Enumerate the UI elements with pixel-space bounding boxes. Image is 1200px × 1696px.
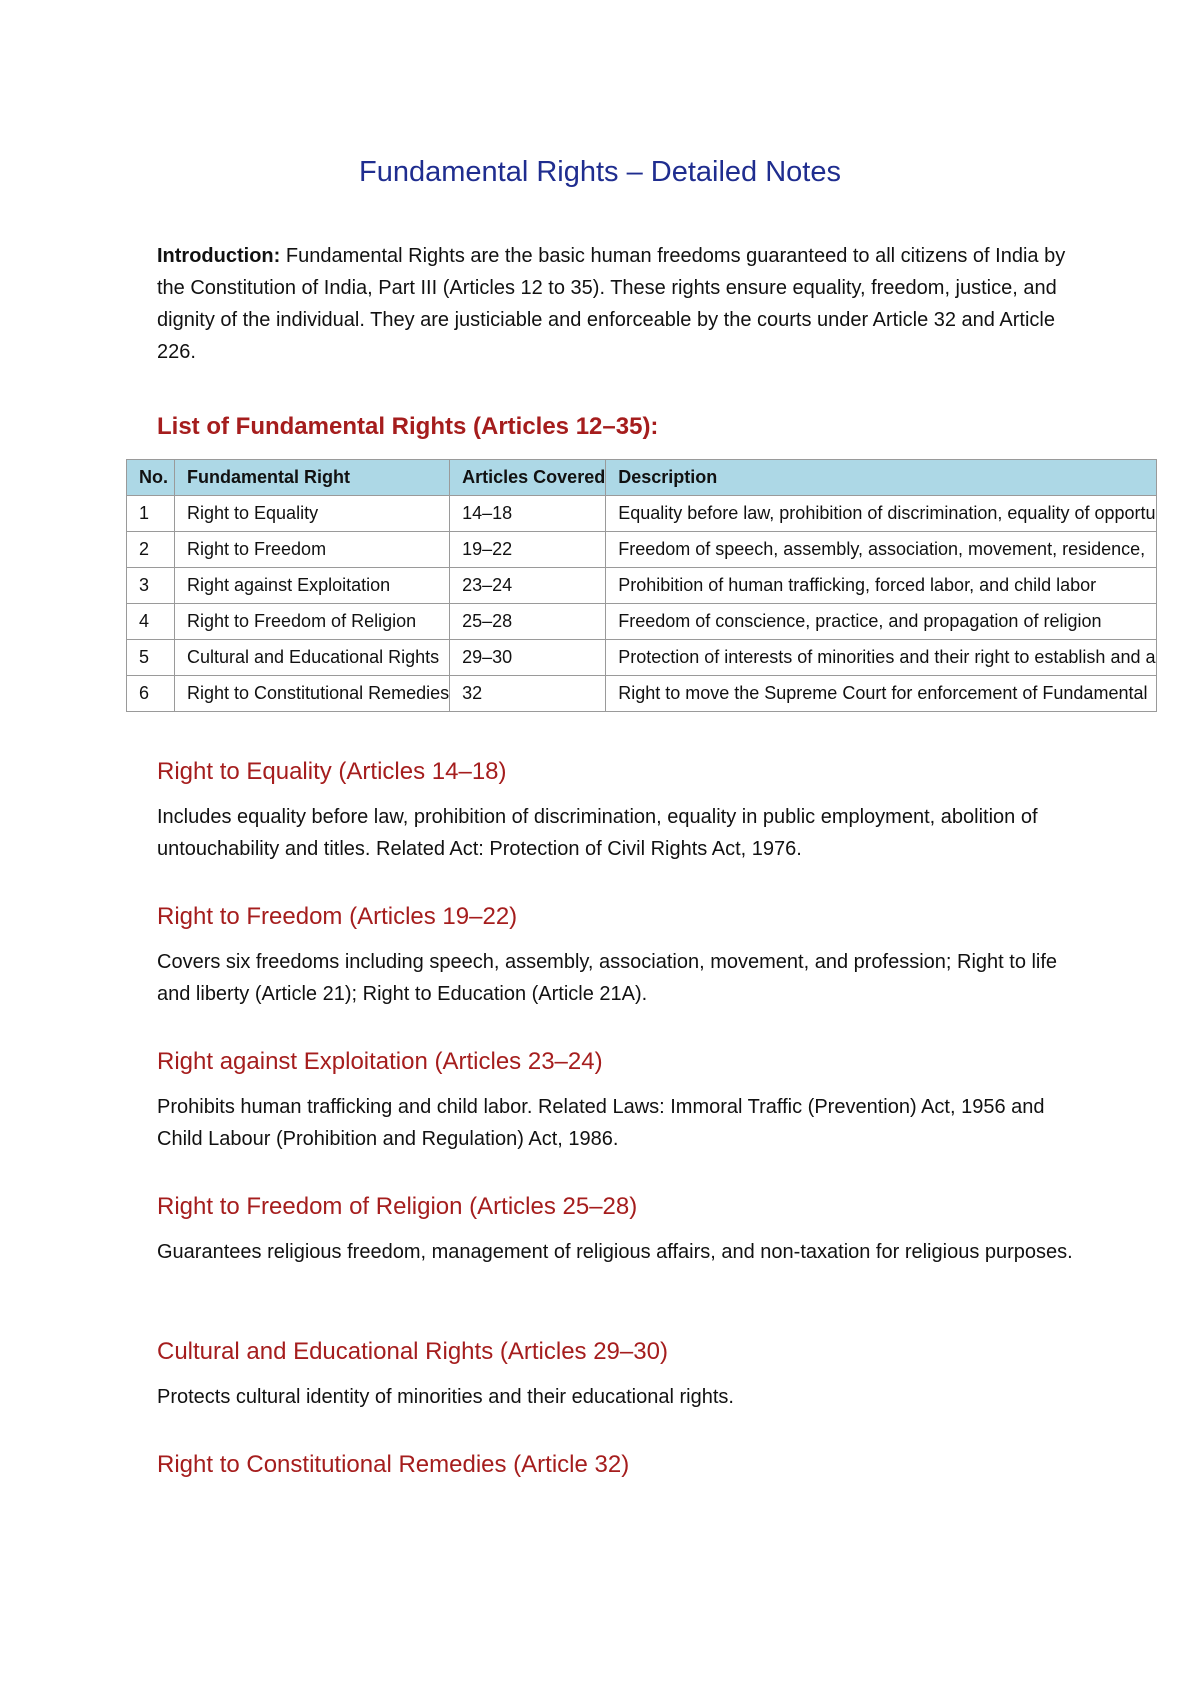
header-description: Description [606, 460, 1156, 496]
cell-articles: 23–24 [450, 568, 606, 604]
section-body: Protects cultural identity of minorities and their educational rights. [157, 1386, 734, 1408]
cell-no: 2 [127, 532, 175, 568]
cell-description: Prohibition of human trafficking, forced labor, and child labor [606, 568, 1156, 604]
intro-label: Introduction: [157, 245, 281, 267]
section-body: Prohibits human trafficking and child labor. Related Laws: Immoral Traffic (Prevention) Act, 1956 and Child Labour (Prohibition and Regulation) Act, 1986. [157, 1096, 1045, 1150]
section-body: Covers six freedoms including speech, assembly, association, movement, and profession; Right to life and liberty (Article 21); Right to Education (Article 21A). [157, 951, 1058, 1005]
cell-description: Protection of interests of minorities and their right to establish and a [606, 640, 1156, 676]
rights-table [126, 459, 1157, 712]
section-body: Includes equality before law, prohibition of discrimination, equality in public employment, abolition of untouchability and titles. Related Act: Protection of Civil Rights Act, 1976. [157, 806, 1038, 860]
cell-description: Freedom of speech, assembly, association, movement, residence, [606, 532, 1156, 568]
section-heading: Right to Constitutional Remedies (Article 32) [157, 1451, 630, 1478]
cell-articles: 25–28 [450, 604, 606, 640]
table-row [127, 676, 1157, 712]
header-articles: Articles Covered [450, 460, 606, 496]
table-row [127, 604, 1157, 640]
cell-description: Freedom of conscience, practice, and propagation of religion [606, 604, 1156, 640]
cell-articles: 32 [450, 676, 606, 712]
list-heading: List of Fundamental Rights (Articles 12–35): [157, 413, 659, 440]
cell-right: Right to Equality [175, 496, 450, 532]
header-right: Fundamental Right [175, 460, 450, 496]
cell-no: 1 [127, 496, 175, 532]
table-row [127, 568, 1157, 604]
section-freedom-of-religion [157, 1192, 1077, 1268]
cell-no: 3 [127, 568, 175, 604]
table-row [127, 640, 1157, 676]
table-header-row [127, 460, 1157, 496]
table-row [127, 532, 1157, 568]
cell-right: Right against Exploitation [175, 568, 450, 604]
section-heading: Right against Exploitation (Articles 23–24) [157, 1048, 603, 1075]
cell-articles: 14–18 [450, 496, 606, 532]
section-right-against-exploitation [157, 1047, 1077, 1155]
section-right-to-equality [157, 757, 1077, 865]
cell-right: Right to Constitutional Remedies [175, 676, 450, 712]
section-heading: Right to Freedom of Religion (Articles 25–28) [157, 1193, 638, 1220]
section-constitutional-remedies [157, 1450, 1077, 1480]
section-cultural-educational-rights [157, 1337, 1077, 1413]
section-right-to-freedom [157, 902, 1077, 1010]
section-heading: Right to Freedom (Articles 19–22) [157, 903, 518, 930]
cell-right: Right to Freedom of Religion [175, 604, 450, 640]
table-row [127, 496, 1157, 532]
intro-text: Fundamental Rights are the basic human freedoms guaranteed to all citizens of India by the Constitution of India, Part III (Articles 12 to 35). These rights ensure equality, freedom, justice, and dignity of the individual. They are justiciable and enforceable by the courts under Article 32 and Article 226. [157, 245, 1066, 363]
cell-no: 4 [127, 604, 175, 640]
section-heading: Cultural and Educational Rights (Articles 29–30) [157, 1338, 668, 1365]
section-body: Guarantees religious freedom, management of religious affairs, and non-taxation for religious purposes. [157, 1241, 1073, 1263]
section-heading: Right to Equality (Articles 14–18) [157, 758, 507, 785]
cell-right: Right to Freedom [175, 532, 450, 568]
cell-no: 6 [127, 676, 175, 712]
cell-no: 5 [127, 640, 175, 676]
cell-description: Equality before law, prohibition of discrimination, equality of opportu [606, 496, 1156, 532]
header-no: No. [127, 460, 175, 496]
cell-description: Right to move the Supreme Court for enforcement of Fundamental [606, 676, 1156, 712]
cell-articles: 29–30 [450, 640, 606, 676]
intro-paragraph [157, 240, 1077, 368]
cell-right: Cultural and Educational Rights [175, 640, 450, 676]
cell-articles: 19–22 [450, 532, 606, 568]
document-title: Fundamental Rights – Detailed Notes [359, 156, 841, 188]
